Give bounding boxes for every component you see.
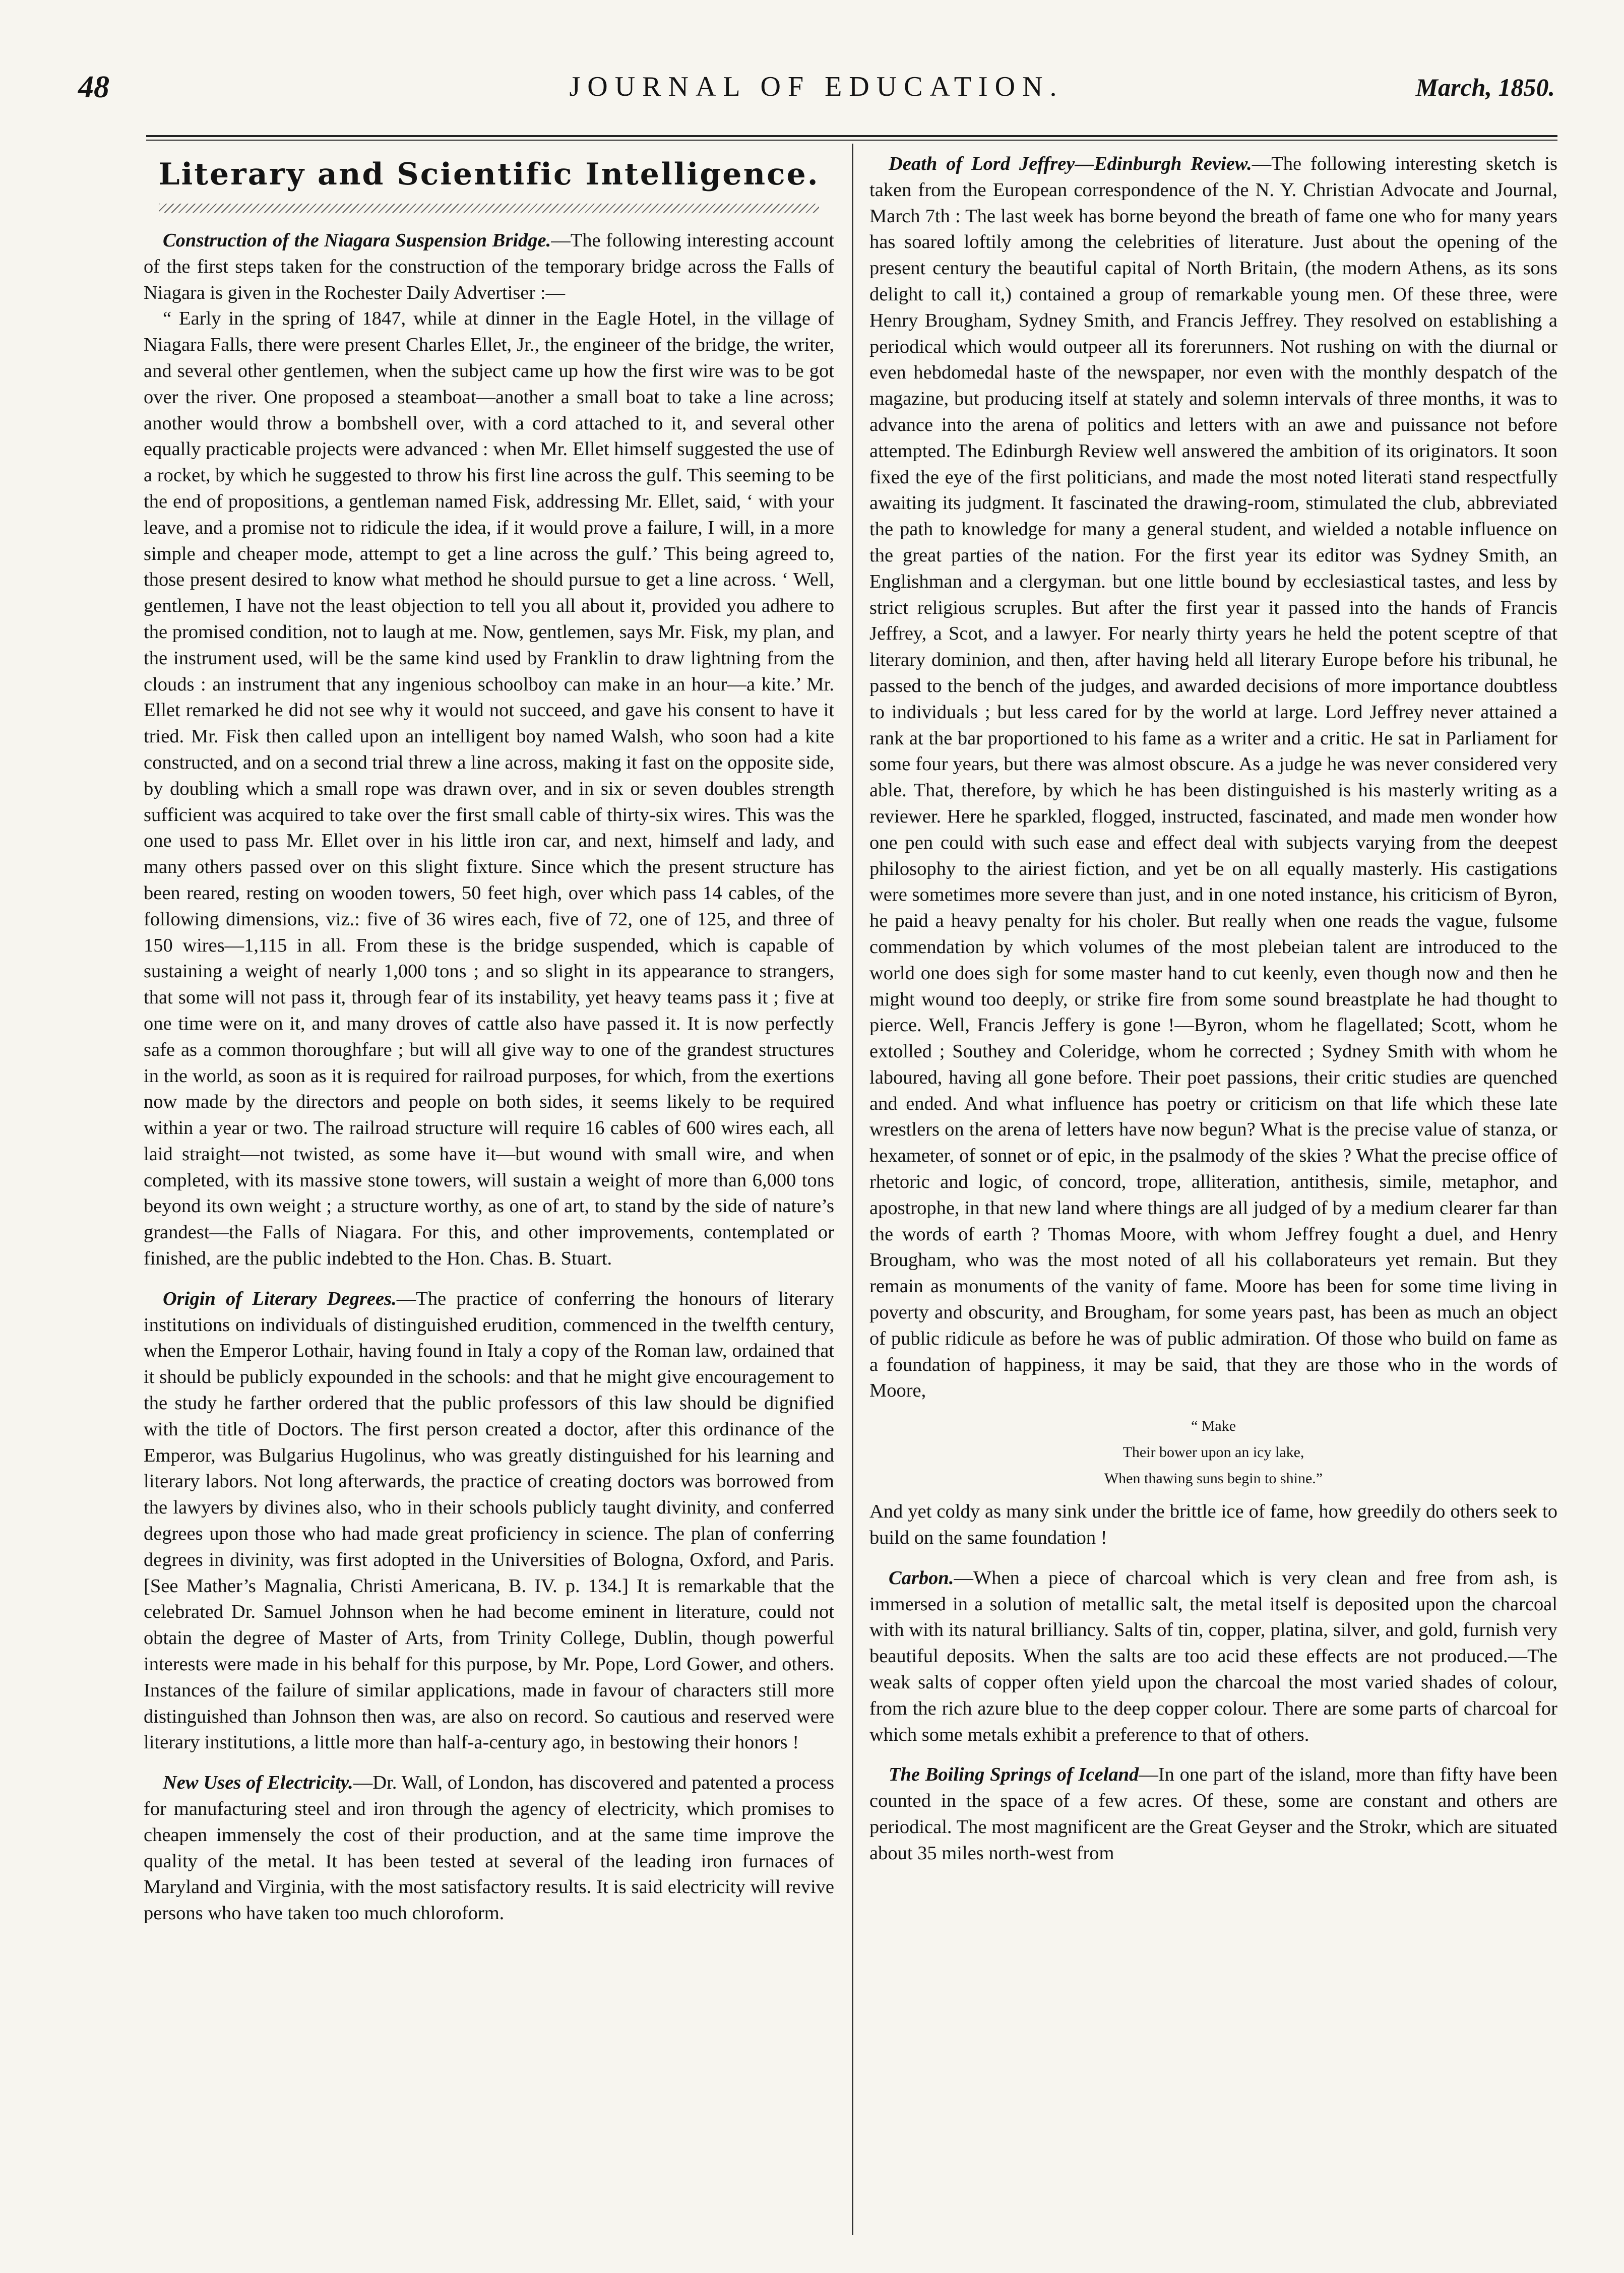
article-text: —The following interesting sketch is taken from the European correspondence of the N. Y. Christian Advocate and Journal, March 7th : The last week has borne beyond the breath of fame one who for many years has soared loftily among the celebrities of literature. Just about the opening of the present century the beautiful capital of North Britain, (the modern Athens, as its sons delight to call it,) contained a group of remarkable young men. Of these three, were Henry Brougham, Sydney Smith, and Francis Jeffrey. They resolved on establishing a periodical which would outpeer all its forerunners. Not rushing on with the diurnal or even hebdomedal haste of the newspaper, nor even with the monthly despatch of the magazine, but producing itself at stately and solemn intervals of three months, it was to advance into the arena of politics and letters with an awe and puissance not before attempted. The Edinburgh Review well answered the ambition of its originators. It soon fixed the eye of the first politicians, and made the most noted literati stand respectfully awaiting its judgment. It fascinated the drawing-room, stimulated the club, abbreviated the path to knowledge for many a general student, and wielded a notable influence on the great parties of the nation. For the first year its editor was Sydney Smith, an Englishman and a clergyman. but one little bound by ecclesiastical tastes, and less by strict religious scruples. But after the first year it passed into the hands of Francis Jeffrey, a Scot, and a lawyer. For nearly thirty years he held the potent sceptre of that literary dominion, and then, after having held all literary Europe before his tribunal, he passed to the bench of the judges, and awarded decisions of more importance doubtless to individuals ; but less cared for by the world at large. Lord Jeffrey never attained a rank at the bar proportioned to his fame as a writer and a critic. He sat in Parliament for some four years, but there was almost obscure. As a judge he was never considered very able. That, therefore, by which he has been distinguished is his masterly writing as a reviewer. Here he sparkled, flogged, instructed, fascinated, and made men wonder how one pen could with such ease and effect deal with subjects varying from the deepest philosophy to the airiest fiction, and yet be on all equally masterly. His castigations were sometimes more severe than just, and in one noted instance, his criticism of Byron, he paid a heavy penalty for his choler. But really when one reads the vague, fulsome commendation by which volumes of the most plebeian talent are introduced to the world one does sigh for some master hand to cut keenly, even though now and then he might wound too deeply, or strike fire from some sound breastplate he had thought to pierce. Well, Francis Jeffery is gone !—Byron, whom he flagellated; Scott, whom he extolled ; Southey and Coleridge, whom he corrected ; Sydney Smith with whom he laboured, having all gone before. Their poet passions, their critic studies are quenched and ended. And what influence has poetry or criticism on that life which these late wrestlers on the arena of letters have now begun? What is the precise value of stanza, or hexameter, of sonnet or of epic, in the psalmody of the skies ? What the precise office of rhetoric and logic, of concord, trope, alliteration, antithesis, simile, metaphor, and apostrophe, in that new land where things are all judged of by a medium clearer far than the words of earth ? Thomas Moore, with whom Jeffrey fought a duel, and Henry Brougham, who was the most noted of all his collaborateurs yet remain. But they remain as monuments of the vanity of fame. Moore has been for some time living in poverty and obscurity, and Brougham, for some years past, has been as much an object of public ridicule as before he was of public admiration. Of those who build on fame as a foundation of happiness, it may be said, that they are those who in the words of Moore, (869, 153, 1557, 1402)
page-number: 48 (78, 70, 109, 104)
article-text: —Dr. Wall, of London, has discovered and patented a process for manufacturing steel and iron through the agency of electricity, which promises to cheapen immensely the cost of their production, and at the same time improve the quality of the metal. It has been tested at several of the leading iron furnaces of Maryland and Virginia, with the most satisfactory results. It is said electricity will revive persons who have taken too much chloroform. (144, 1772, 834, 1924)
article-title: New Uses of Electricity. (163, 1772, 353, 1794)
article-paragraph (869, 1565, 1557, 1748)
verse-line: “ Make (1191, 1418, 1236, 1435)
article-paragraph (869, 1762, 1557, 1866)
section-title: Literary and Scientific Intelligence. (158, 157, 820, 192)
article-title: Origin of Literary Degrees. (163, 1288, 397, 1309)
article-electricity (144, 1770, 834, 1927)
article-title: Death of Lord Jeffrey—Edinburgh Review. (889, 153, 1252, 174)
article-title: The Boiling Springs of Iceland (889, 1764, 1139, 1786)
left-column (144, 151, 834, 2238)
article-paragraph: “ Early in the spring of 1847, while at dinner in the Eagle Hotel, in the village of Niagara Falls, there were present Charles Ellet, Jr., the engineer of the bridge, the writer, and several other gentlemen, when the subject came up how the first wire was to be got over the river. One proposed a steamboat—another a small boat to take a line across; another would throw a bombshell over, with a cord attached to it, and several other equally practicable projects were advanced : when Mr. Ellet himself suggested the use of a rocket, by which he suggested to throw his first line across the gulf. This seeming to be the end of propositions, a gentleman named Fisk, addressing Mr. Ellet, said, ‘ with your leave, and a promise not to ridicule the idea, if it would prove a failure, I will, in a more simple and cheaper mode, attempt to get a line across the gulf.’ This being agreed to, those present desired to know what method he should pursue to get a line across. ‘ Well, gentlemen, I have not the least objection to tell you all about it, provided you adhere to the promised condition, not to laugh at me. Now, gentlemen, says Mr. Fisk, my plan, and the instrument used, will be the same kind used by Franklin to draw lightning from the clouds : an instrument that any ingenious schoolboy can make in an hour—a kite.’ Mr. Ellet remarked he did not see why it would not succeed, and gave his consent to have it tried. Mr. Fisk then called upon an intelligent boy named Walsh, who soon had a kite constructed, and on a second trial threw a line across, making it fast on the opposite side, by doubling which a small rope was drawn over, and in six or seven doubles strength sufficient was acquired to take over the first small cable of thirty-six wires. This was the one used to pass Mr. Ellet over in his little iron car, and next, himself and lady, and many others passed over on this slight fixture. Since which the present structure has been reared, resting on wooden towers, 50 feet high, over which pass 14 cables, of the following dimensions, viz.: five of 36 wires each, five of 72, one of 125, and three of 150 wires—1,115 in all. From these is the bridge suspended, which is capable of sustaining a weight of nearly 1,000 tons ; and so slight in its appearance to strangers, that some will not pass it, through fear of its instability, yet heavy teams pass it ; five at one time were on it, and many droves of cattle also have passed it. It is now perfectly safe as a common thoroughfare ; but will all give way to one of the grandest structures in the world, as soon as it is required for railroad purposes, for which, from the exertions now made by the directors and people on both sides, it seems likely to be required within a year or two. The railroad structure will require 16 cables of 600 wires each, all laid straight—not twisted, as some have it—but wound with small wire, and when completed, with its massive stone towers, will sustain a weight of more than 6,000 tons beyond its own weight ; a structure worthy, as one of art, to stand by the side of nature’s grandest—the Falls of Niagara. For this, and other improvements, contemplated or finished, are the public indebted to the Hon. Chas. B. Stuart. (144, 308, 834, 1270)
article-paragraph: And yet coldy as many sink under the brittle ice of fame, how greedily do others seek to build on the same foundation ! (869, 1501, 1557, 1549)
article-text: —The following interesting account of the first steps taken for the construction of the temporary bridge across the Falls of Niagara is given in the Rochester Daily Advertiser :— (144, 230, 834, 303)
article-paragraph (144, 1770, 834, 1927)
verse-line: When thawing suns begin to shine.” (1104, 1470, 1323, 1487)
page-header (78, 66, 1555, 111)
article-text: —In one part of the island, more than fifty have been counted in the space of a few acres. Of these, some are constant and others are periodical. The most magnificent are the Great Geyser and the Strokr, which are situated about 35 miles north-west from (869, 1764, 1557, 1864)
header-rule (146, 135, 1557, 141)
article-text: —The practice of conferring the honours of literary institutions on individuals of distinguished erudition, commenced in the twelfth century, when the Emperor Lothair, having found in Italy a copy of the Roman law, ordained that it should be publicly expounded in the schools: and that he might give encouragement to the study he farther ordered that the public professors of this law should be dignified with the title of Doctors. The first person created a doctor, after this ordinance of the Emperor, was Bulgarius Hugolinus, who was greatly distinguished for his learning and literary labors. Not long afterwards, the practice of creating doctors was borrowed from the lawyers by divines also, who in their schools publicly taught divinity, and conferred degrees upon those who had made great proficiency in science. The plan of conferring degrees in divinity, was first adopted in the Universities of Bologna, Oxford, and Paris. [See Mather’s Magnalia, Christi Americana, B. IV. p. 134.] It is remarkable that the celebrated Dr. Samuel Johnson when he had become eminent in literature, could not obtain the degree of Master of Arts, from Trinity College, Dublin, though powerful interests were made in his behalf for this purpose, by Mr. Pope, Lord Gower, and others. Instances of the failure of similar applications, made in favour of characters still more distinguished than Johnson then was, are also on record. So cautious and reserved were literary institutions, a little more than half-a-century ago, in bestowing their honors ! (144, 1288, 834, 1753)
issue-date: March, 1850. (1415, 73, 1555, 101)
journal-title: JOURNAL OF EDUCATION. (569, 71, 1064, 102)
verse-line: Their bower upon an icy lake, (1122, 1444, 1304, 1461)
article-text: —When a piece of charcoal which is very clean and free from ash, is immersed in a solution of metallic salt, the metal itself is deposited upon the charcoal with with its natural brilliancy. Salts of tin, copper, platina, silver, and gold, furnish very beautiful deposits. When the salts are too acid these effects are not produced.—The weak salts of copper often yield upon the charcoal the most varied shades of colour, from the rich azure blue to the deep copper colour. There are some parts of charcoal for which some metals exhibit a preference to that of others. (869, 1567, 1557, 1745)
article-title: Carbon. (889, 1567, 954, 1589)
article-title: Construction of the Niagara Suspension Bridge. (163, 230, 551, 251)
column-divider (852, 144, 853, 2235)
verse-quote (869, 1413, 1557, 1492)
article-paragraph (869, 151, 1557, 1404)
article-iceland-springs (869, 1762, 1557, 1866)
right-column (869, 151, 1557, 2238)
wavy-rule (159, 204, 819, 213)
article-lord-jeffrey (869, 151, 1557, 1551)
article-paragraph (144, 1286, 834, 1756)
article-niagara-bridge (144, 228, 834, 1272)
article-paragraph (144, 228, 834, 306)
article-literary-degrees (144, 1286, 834, 1756)
article-carbon (869, 1565, 1557, 1748)
